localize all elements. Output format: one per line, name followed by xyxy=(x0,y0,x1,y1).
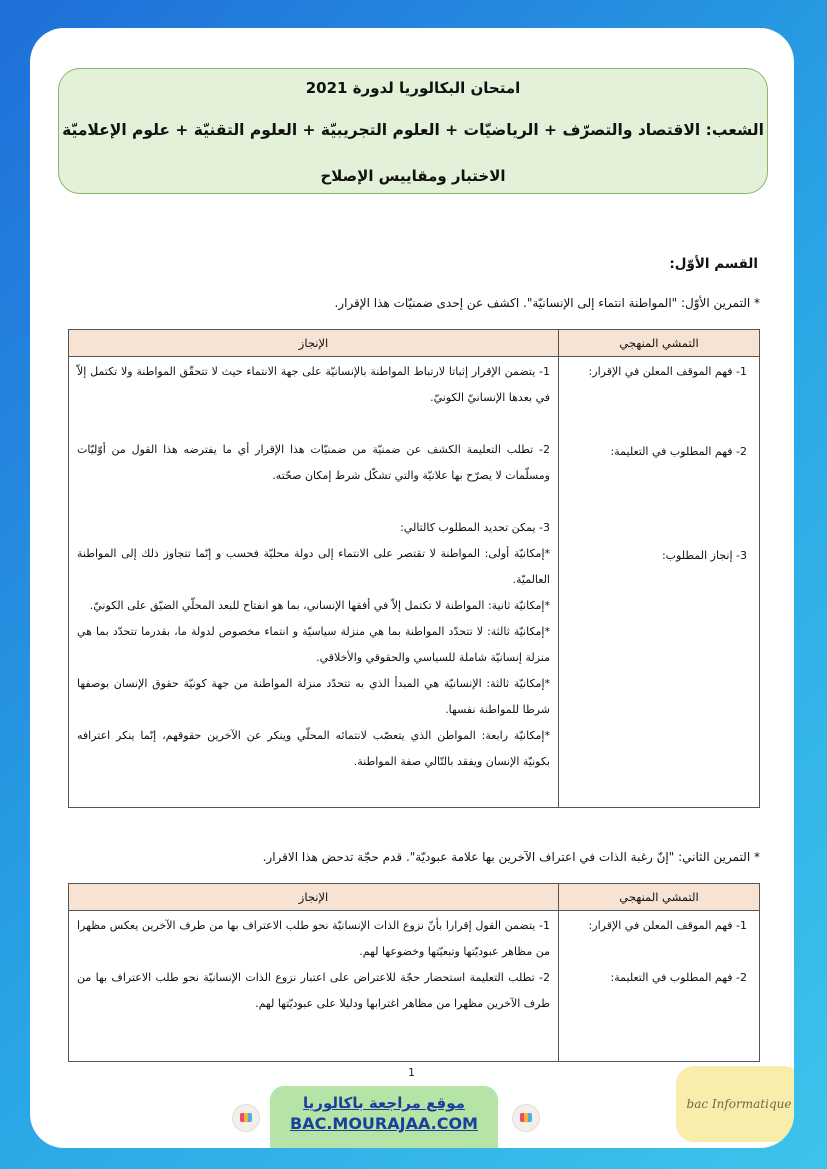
exam-header xyxy=(58,68,768,194)
exam-subtitle: الاختبار ومقاييس الإصلاح xyxy=(320,167,506,185)
answer-paragraph: 1- يتضمن القول إقرارا بأنّ نزوع الذات الإنسانيّة نحو طلب الاعتراف بها من طرف الآخرين يعكس مظهرا من مظاهر عبوديّتها وتبعيّتها وخضوعها لهم. xyxy=(77,919,550,958)
answer-paragraph: 2- تطلب التعليمة استحضار حجّة للاعتراض على اعتبار نزوع الذات الإنسانيّة نحو طلب الاعتراف بها من طرف الآخرين مظهرا من مظاهر اغترابها ودليلا على عبوديّتها لهم. xyxy=(77,971,550,1010)
banner-url-text[interactable]: BAC.MOURAJAA.COM xyxy=(290,1114,478,1133)
exam-title: امتحان البكالوريا لدورة 2021 xyxy=(305,79,521,97)
method-step: 2- فهم المطلوب في التعليمة: xyxy=(610,971,747,984)
answer-paragraph: *إمكانيّة ثالثة: الإنسانيّة هي المبدأ الذي به تتحدّد منزلة المواطنة من جهة كونيّة حقوق الإنسان بوصفها شرطا للمواطنة نفسها. xyxy=(77,677,550,716)
answer-paragraph: *إمكانيّة رابعة: المواطن الذي يتعصّب لانتمائه المحلّي وينكر عن الآخرين حقوقهم، إنّما ينكر اعترافه بكونيّة الإنسان ويفقد بالتّالي صفة المواطنة. xyxy=(77,729,550,768)
exercise1-table xyxy=(68,329,760,808)
banner-arabic-text[interactable]: موقع مراجعة باكالوريا xyxy=(303,1094,465,1112)
site-logo-icon xyxy=(232,1104,260,1132)
col-header-method: التمشي المنهجي xyxy=(559,330,760,357)
answer-paragraph: 1- يتضمن الإقرار إثباتا لارتباط المواطنة بالإنسانيّة على جهة الانتماء حيث لا تتحقّق المواطنة ولا تكتمل إلاّ في بعدها الإنسانيّ الكونيّ. xyxy=(77,365,550,404)
answer-paragraph: *إمكانيّة أولى: المواطنة لا تقتصر على الانتماء إلى دولة محليّة فحسب و إنّما تتجاوز ذلك إلى المواطنة العالميّة. xyxy=(77,547,550,586)
answer-paragraph: 2- تطلب التعليمة الكشف عن ضمنيّة من ضمنيّات هذا الإقرار أي ما يفترضه هذا القول من أوّليّات ومسلّمات لا يصرّح بها علانيّة والتي تشكّل شرط إمكان صحّته. xyxy=(77,443,550,482)
site-banner-link[interactable] xyxy=(270,1086,498,1148)
answer-paragraph: *إمكانيّة ثالثة: لا تتحدّد المواطنة بما هي منزلة سياسيّة و انتماء مخصوص لدولة ما، بقدرما تتحدّد بما هي منزلة إنسانيّة شاملة للسياسي والحقوقي والأخلاقي. xyxy=(77,625,550,664)
method-step: 3- إنجاز المطلوب: xyxy=(661,549,747,562)
col-header-method: التمشي المنهجي xyxy=(559,884,760,911)
exercise2-table xyxy=(68,883,760,1062)
method-step: 1- فهم الموقف المعلن في الإقرار: xyxy=(588,919,747,932)
answer-paragraph: 3- يمكن تحديد المطلوب كالتالي: xyxy=(400,521,550,534)
bac-informatique-badge: bac Informatique xyxy=(676,1066,794,1142)
col-header-answer: الإنجاز xyxy=(69,330,559,357)
method-step: 1- فهم الموقف المعلن في الإقرار: xyxy=(588,365,747,378)
answer-cell xyxy=(69,911,559,1062)
method-step: 2- فهم المطلوب في التعليمة: xyxy=(610,445,747,458)
answer-cell xyxy=(69,357,559,808)
section-title: القسم الأوّل: xyxy=(669,256,758,272)
col-header-answer: الإنجاز xyxy=(69,884,559,911)
exam-streams: الشعب: الاقتصاد والتصرّف + الرياضيّات + العلوم التجريبيّة + العلوم التقنيّة + علوم الإعلاميّة xyxy=(62,121,764,139)
page-sheet xyxy=(30,28,794,1148)
method-cell xyxy=(559,911,760,1062)
site-logo-icon xyxy=(512,1104,540,1132)
page-number: 1 xyxy=(408,1066,415,1079)
method-cell xyxy=(559,357,760,808)
answer-paragraph: *إمكانيّة ثانية: المواطنة لا تكتمل إلاّ في أفقها الإنساني، بما هو انفتاح للبعد المحلّي الضيّق على الكونيّ. xyxy=(89,599,550,612)
exercise2-prompt: * التمرين الثاني: "إنّ رغبة الذات في اعتراف الآخرين بها علامة عبوديّة". قدم حجّة تدحض هذا الاقرار. xyxy=(262,850,760,864)
exercise1-prompt: * التمرين الأوّل: "المواطنة انتماء إلى الإنسانيّة". اكشف عن إحدى ضمنيّات هذا الإقرار. xyxy=(334,296,760,310)
